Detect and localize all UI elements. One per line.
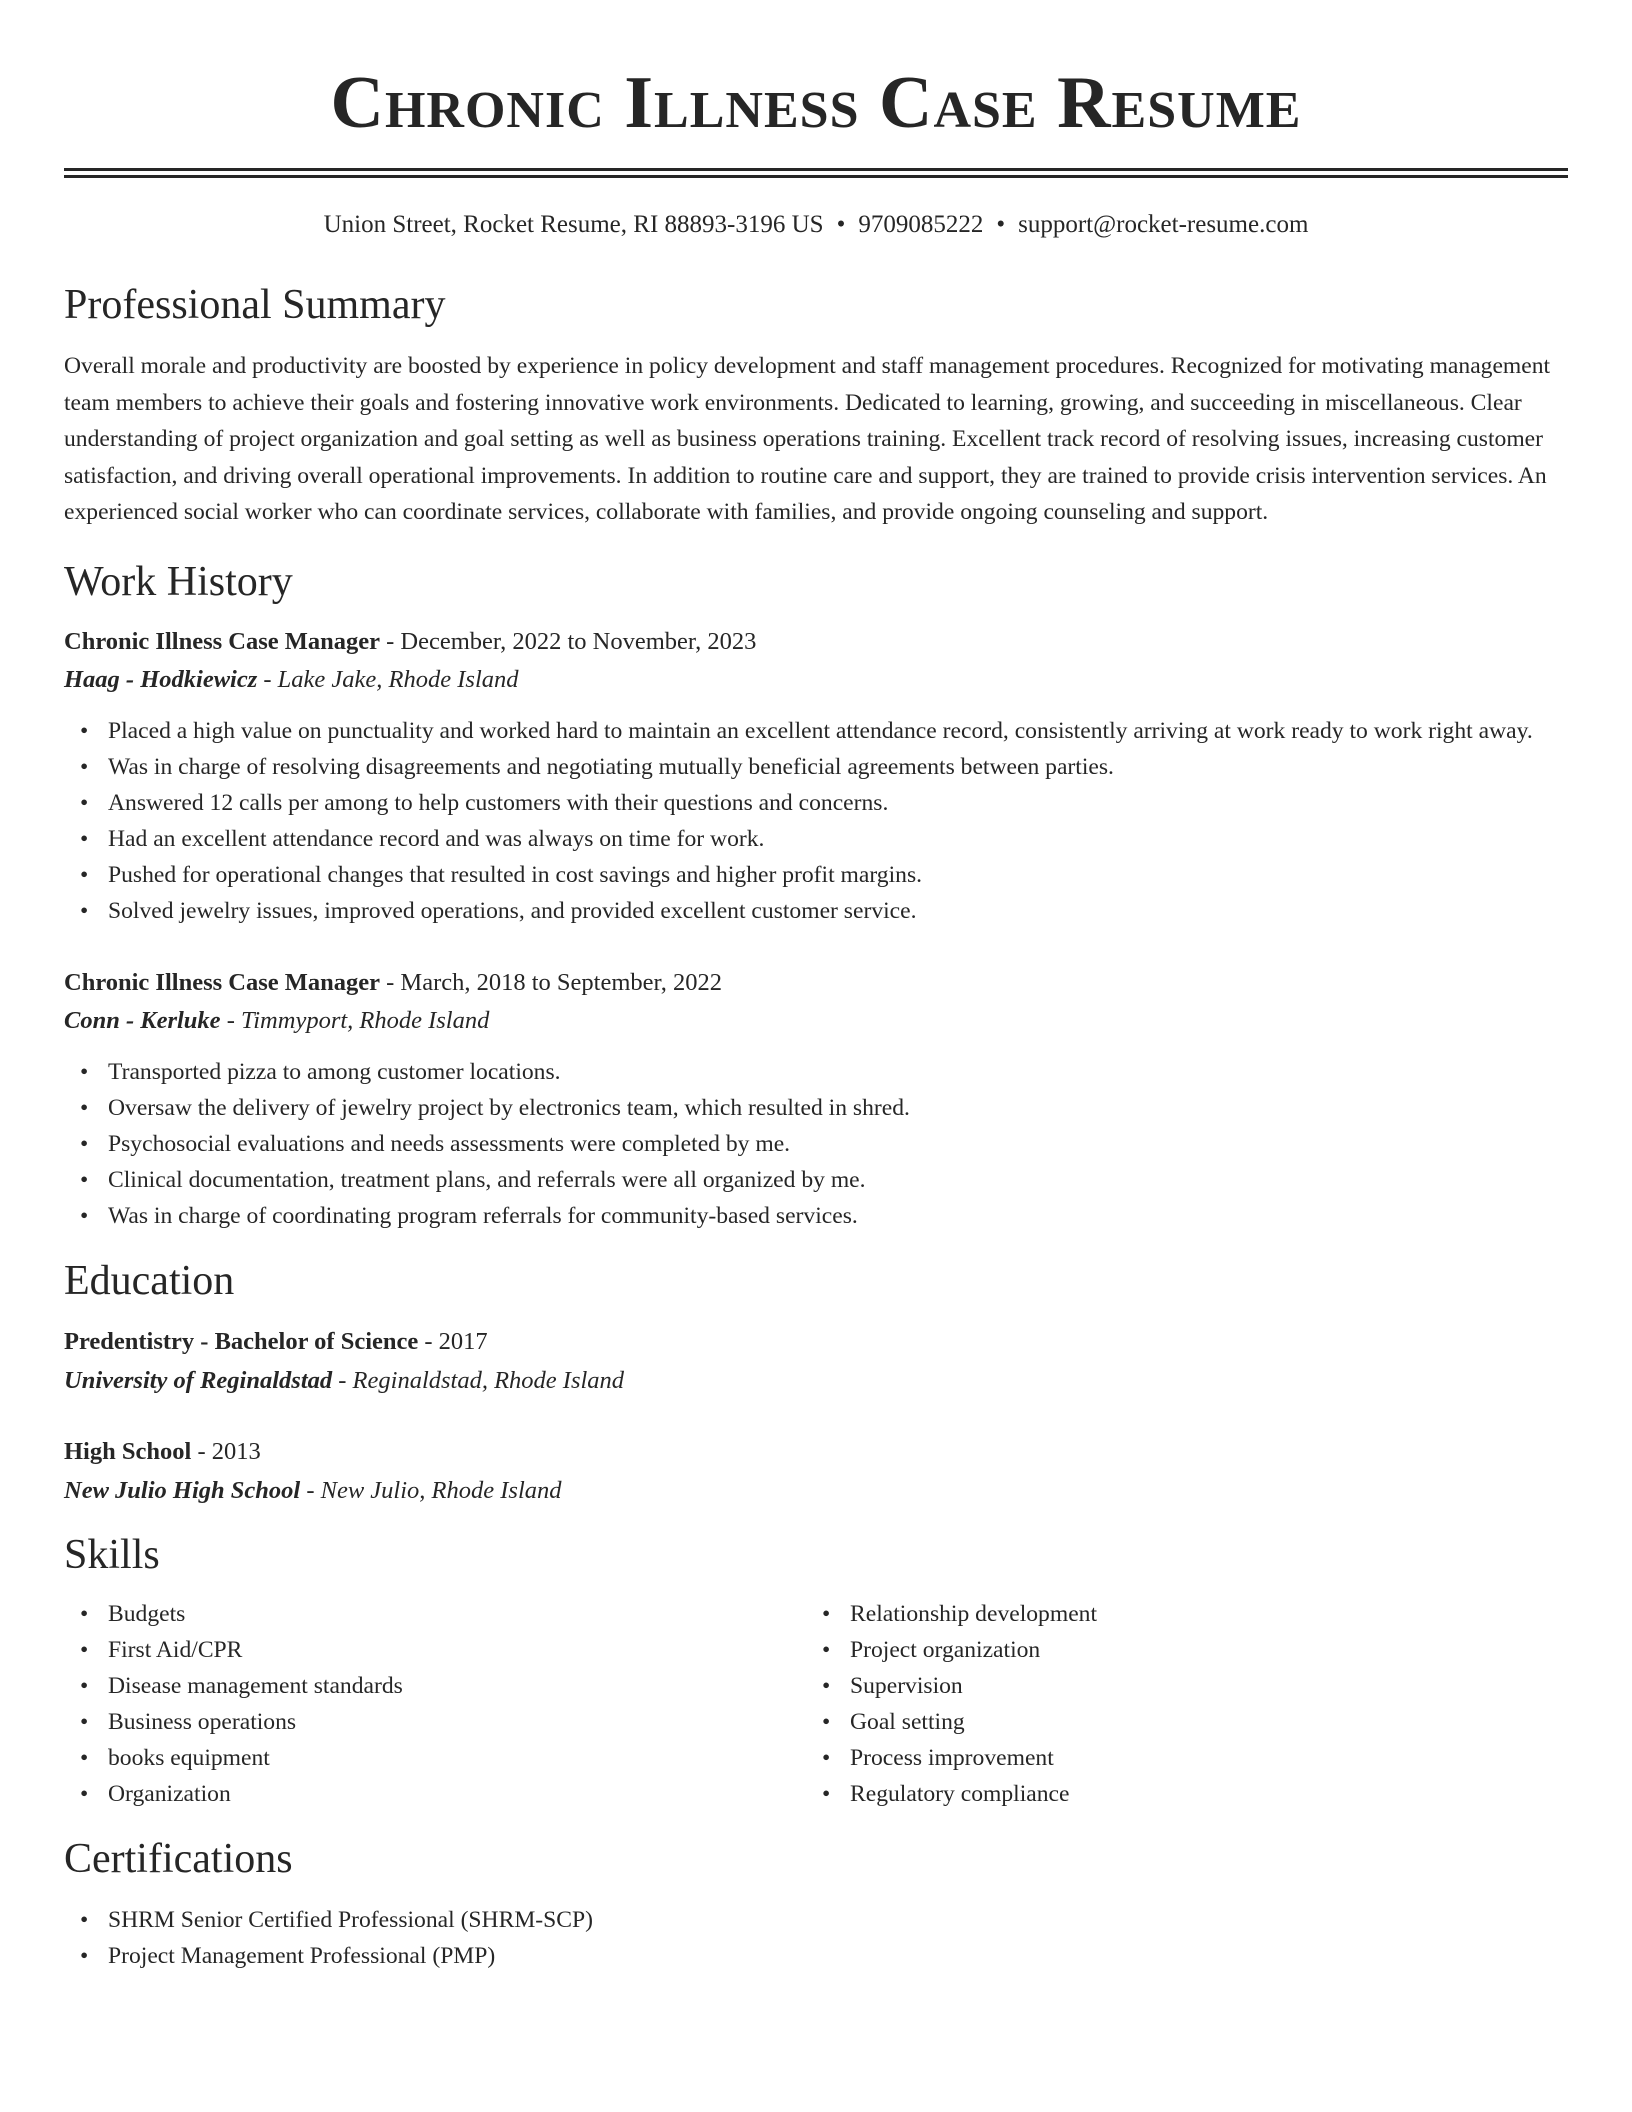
contact-phone[interactable]: 9709085222 [858, 211, 984, 238]
section-heading-certifications: Certifications [64, 1835, 293, 1882]
job-company-line [64, 1002, 1568, 1040]
list-item: • Was in charge of resolving disagreements and negotiating mutually beneficial agreements between parties. [108, 749, 1568, 785]
skill-item: • Process improvement [850, 1740, 1548, 1776]
education-entry [64, 1432, 1568, 1510]
education-location: - Reginaldstad, Rhode Island [332, 1366, 625, 1394]
section-heading-work-history: Work History [64, 558, 293, 605]
skill-item: • Supervision [850, 1668, 1548, 1704]
education-school-line [64, 1471, 1568, 1510]
certification-item: • Project Management Professional (PMP) [108, 1938, 1568, 1974]
contact-separator: • [996, 211, 1006, 238]
list-item: • Answered 12 calls per among to help customers with their questions and concerns. [108, 785, 1568, 821]
list-item: • Oversaw the delivery of jewelry project by electronics team, which resulted in shred. [108, 1090, 1568, 1126]
job-entry [64, 964, 1568, 1234]
contact-address: Union Street, Rocket Resume, RI 88893-3196 US [323, 211, 824, 238]
contact-separator: • [836, 211, 846, 238]
certifications-list [64, 1902, 1568, 1974]
education-school: New Julio High School [64, 1476, 301, 1504]
education-entry [64, 1322, 1568, 1400]
list-item: • Solved jewelry issues, improved operations, and provided excellent customer service. [108, 893, 1568, 929]
list-item: • Had an excellent attendance record and was always on time for work. [108, 821, 1568, 857]
skills-grid [64, 1596, 1568, 1812]
education-school: University of Reginaldstad [64, 1366, 333, 1394]
education-location: - New Julio, Rhode Island [300, 1476, 562, 1504]
skills-column-right [806, 1596, 1548, 1812]
section-heading-skills: Skills [64, 1531, 160, 1578]
job-location: - Timmyport, Rhode Island [220, 1006, 490, 1034]
list-item: • Clinical documentation, treatment plans, and referrals were all organized by me. [108, 1162, 1568, 1198]
job-title: Chronic Illness Case Manager [64, 627, 380, 655]
header-double-rule [64, 168, 1568, 178]
job-company: Conn - Kerluke [64, 1006, 221, 1034]
skill-item: • Goal setting [850, 1704, 1548, 1740]
education-year: - 2013 [191, 1437, 261, 1465]
skill-item: • Relationship development [850, 1596, 1548, 1632]
job-company-line [64, 661, 1568, 699]
list-item: • Was in charge of coordinating program referrals for community-based services. [108, 1198, 1568, 1234]
section-heading-education: Education [64, 1257, 235, 1304]
resume-name: Chronic Illness Case Resume [330, 62, 1302, 144]
list-item: • Transported pizza to among customer locations. [108, 1054, 1568, 1090]
education-year: - 2017 [418, 1327, 488, 1355]
skills-list [64, 1596, 806, 1812]
job-bullet-list [64, 713, 1568, 929]
skills-list [806, 1596, 1548, 1812]
job-location: - Lake Jake, Rhode Island [257, 665, 519, 693]
section-heading-summary: Professional Summary [64, 282, 446, 328]
job-bullet-list [64, 1054, 1568, 1234]
job-entry [64, 623, 1568, 929]
job-title-line [64, 964, 1568, 1002]
list-item: • Placed a high value on punctuality and worked hard to maintain an excellent attendance record, consistently arriving at work ready to work right away. [108, 713, 1568, 749]
skills-column-left [64, 1596, 806, 1812]
skill-item: • books equipment [108, 1740, 806, 1776]
education-degree: High School [64, 1437, 192, 1465]
skill-item: • Organization [108, 1776, 806, 1812]
job-dates: - December, 2022 to November, 2023 [380, 627, 757, 655]
list-item: • Pushed for operational changes that resulted in cost savings and higher profit margins. [108, 857, 1568, 893]
contact-email[interactable]: support@rocket-resume.com [1018, 211, 1309, 238]
job-title-line [64, 623, 1568, 661]
job-title: Chronic Illness Case Manager [64, 968, 380, 996]
skill-item: • Disease management standards [108, 1668, 806, 1704]
job-company: Haag - Hodkiewicz [64, 665, 258, 693]
education-degree-line [64, 1322, 1568, 1361]
skill-item: • Regulatory compliance [850, 1776, 1548, 1812]
skill-item: • First Aid/CPR [108, 1632, 806, 1668]
education-school-line [64, 1361, 1568, 1400]
education-degree: Predentistry - Bachelor of Science [64, 1327, 419, 1355]
job-dates: - March, 2018 to September, 2022 [380, 968, 722, 996]
skill-item: • Business operations [108, 1704, 806, 1740]
contact-line [64, 208, 1568, 242]
education-degree-line [64, 1432, 1568, 1471]
list-item: • Psychosocial evaluations and needs assessments were completed by me. [108, 1126, 1568, 1162]
skill-item: • Budgets [108, 1596, 806, 1632]
certification-item: • SHRM Senior Certified Professional (SHRM-SCP) [108, 1902, 1568, 1938]
summary-text: Overall morale and productivity are boosted by experience in policy development and staff management procedures. Recognized for motivating management team members to achieve their goals and fostering innovative work environments. Dedicated to learning, growing, and succeeding in miscellaneous. Clear understanding of project organization and goal setting as well as business operations training. Excellent track record of resolving issues, increasing customer satisfaction, and driving overall operational improvements. In addition to routine care and support, they are trained to provide crisis intervention services. An experienced social worker who can coordinate services, collaborate with families, and provide ongoing counseling and support. [64, 353, 1551, 525]
skill-item: • Project organization [850, 1632, 1548, 1668]
